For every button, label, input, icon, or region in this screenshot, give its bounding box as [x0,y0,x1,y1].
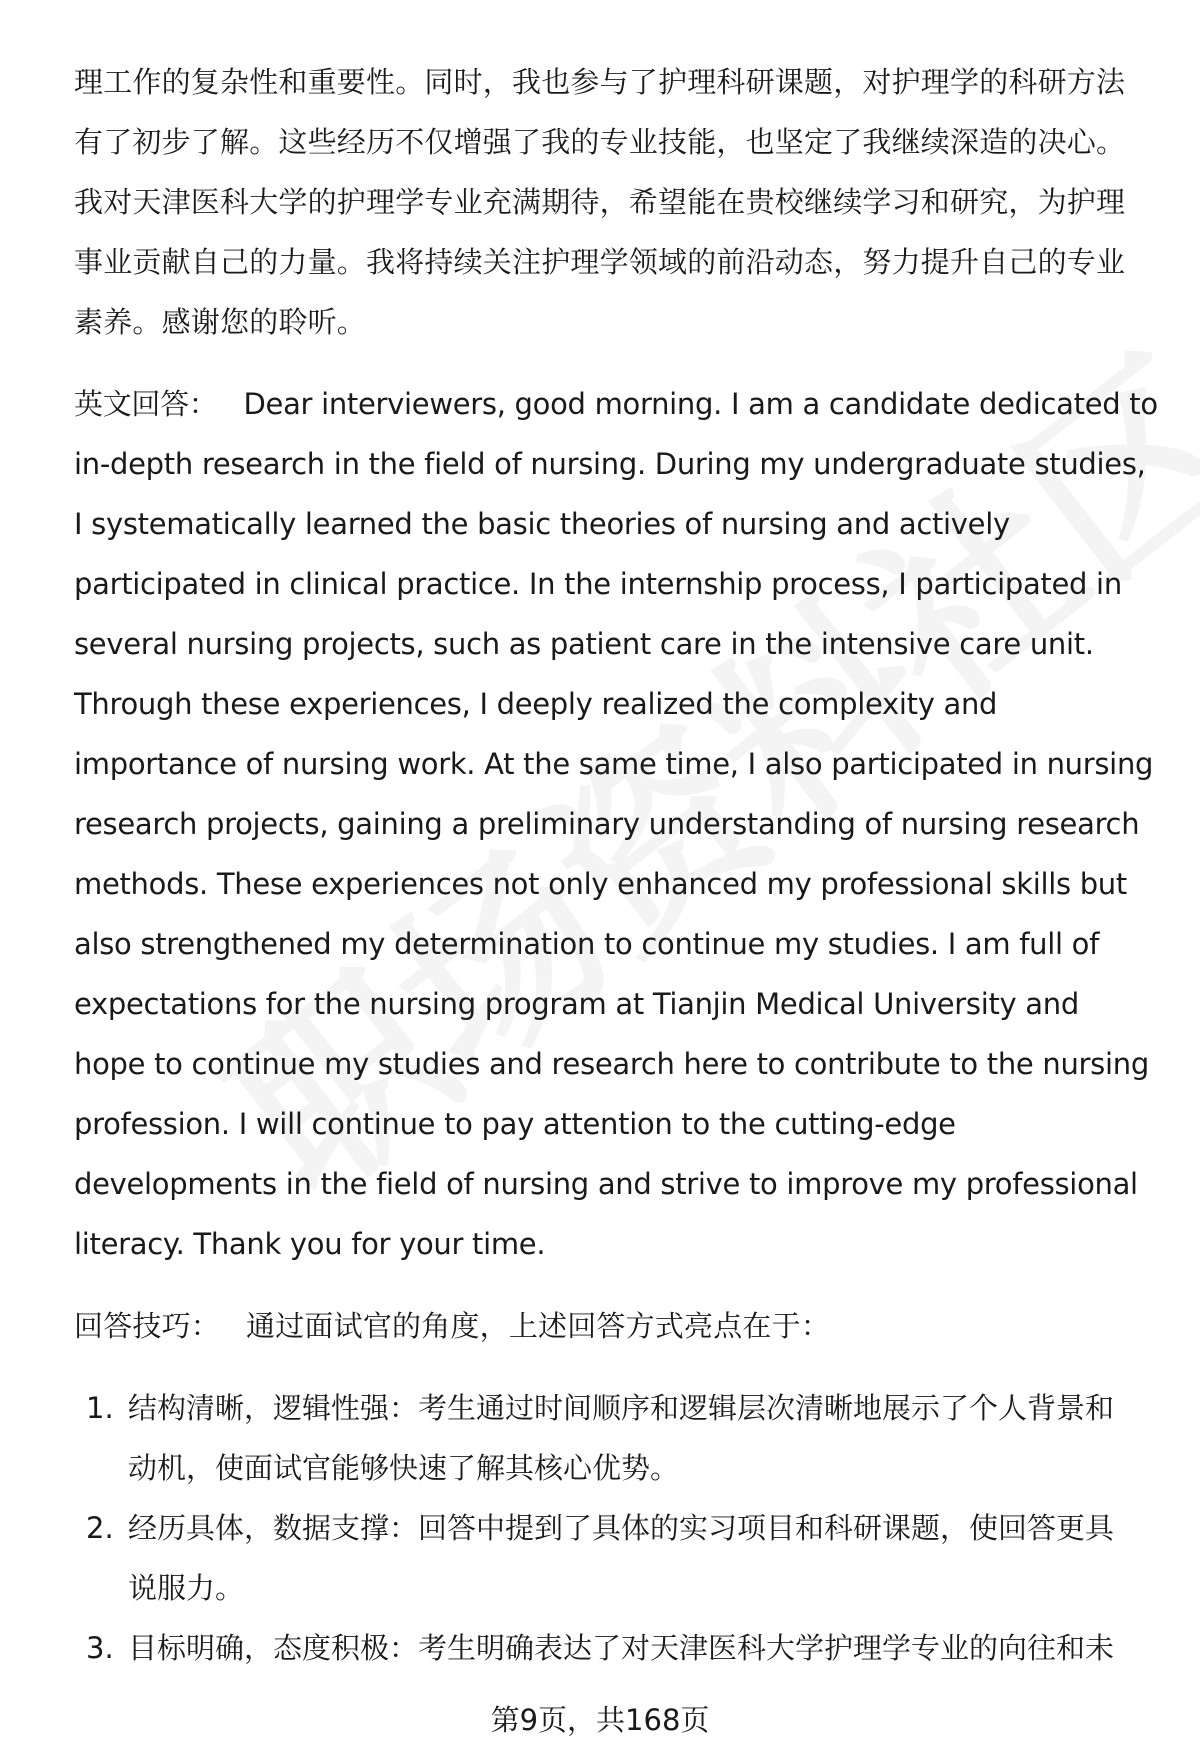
english-line: literacy. Thank you for your time. [74,1227,546,1261]
english-answer-section [74,374,1158,1274]
english-line: several nursing projects, such as patient care in the intensive care unit. [74,627,1094,661]
english-line: Through these experiences, I deeply realized the complexity and [74,687,998,721]
tips-heading [74,1296,1154,1356]
english-line: expectations for the nursing program at Tianjin Medical University and [74,987,1079,1021]
paragraph-line: 有了初步了解。这些经历不仅增强了我的专业技能，也坚定了我继续深造的决心。 [74,125,1126,159]
paragraph-line: 素养。感谢您的聆听。 [74,305,367,339]
english-line: methods. These experiences not only enhanced my professional skills but [74,867,1127,901]
list-line: 经历具体，数据支撑：回答中提到了具体的实习项目和科研课题，使回答更具 [128,1511,1115,1545]
list-line: 目标明确，态度积极：考生明确表达了对天津医科大学护理学专业的向往和未 [128,1631,1115,1665]
chinese-paragraph [74,52,1154,352]
english-answer-label: 英文回答： [74,387,218,421]
list-item [74,1498,1154,1618]
tips-label: 回答技巧： [74,1309,221,1343]
list-number: 3. [86,1631,114,1665]
list-number: 2. [86,1511,114,1545]
paragraph-line: 事业贡献自己的力量。我将持续关注护理学领域的前沿动态，努力提升自己的专业 [74,245,1126,279]
list-number: 1. [86,1391,114,1425]
list-line: 结构清晰，逻辑性强：考生通过时间顺序和逻辑层次清晰地展示了个人背景和 [128,1391,1115,1425]
paragraph-line: 我对天津医科大学的护理学专业充满期待，希望能在贵校继续学习和研究，为护理 [74,185,1126,219]
english-line: also strengthened my determination to continue my studies. I am full of [74,927,1100,961]
tips-intro: 通过面试官的角度，上述回答方式亮点在于： [246,1309,831,1343]
paragraph-line: 理工作的复杂性和重要性。同时，我也参与了护理科研课题，对护理学的科研方法 [74,65,1126,99]
english-line: profession. I will continue to pay attention to the cutting-edge [74,1107,956,1141]
page-footer: 第9页，共168页 [490,1703,710,1737]
list-item [74,1618,1154,1678]
english-line: importance of nursing work. At the same time, I also participated in nursing [74,747,1154,781]
english-line: in-depth research in the field of nursing. During my undergraduate studies, [74,447,1146,481]
tips-section [74,1296,1154,1678]
english-line: participated in clinical practice. In the internship process, I participated in [74,567,1122,601]
english-line: developments in the field of nursing and strive to improve my professional [74,1167,1138,1201]
list-item [74,1378,1154,1498]
english-line: research projects, gaining a preliminary understanding of nursing research [74,807,1140,841]
list-line: 说服力。 [128,1571,245,1605]
document-content [74,52,1158,1678]
english-line: hope to continue my studies and research here to contribute to the nursing [74,1047,1149,1081]
english-answer-first-line [74,374,1158,434]
list-line: 动机，使面试官能够快速了解其核心优势。 [128,1451,680,1485]
english-answer-text: Dear interviewers, good morning. I am a candidate dedicated to [243,387,1158,421]
english-line: I systematically learned the basic theories of nursing and actively [74,507,1010,541]
